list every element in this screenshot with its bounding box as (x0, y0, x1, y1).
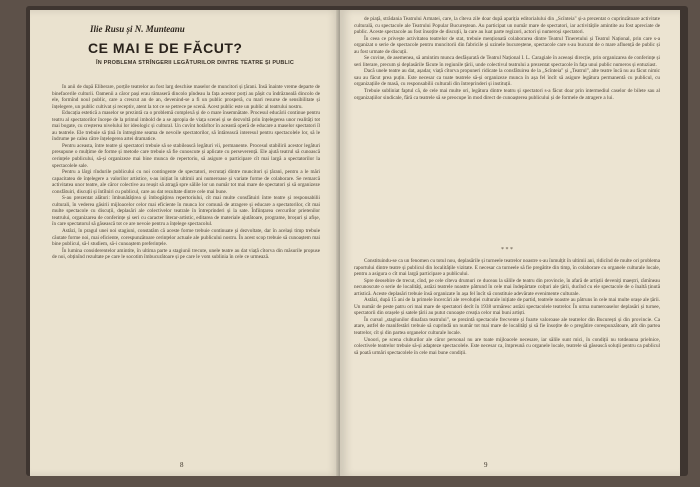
paragraph: Trebuie subliniat faptul că, de cele mai multe ori, legătura dintre teatru și spectatori s-a făcut doar prin intermediul caselor de bilete sau al organizațiilor sindicale, fără ca teatrele să se preocupe în mod direct de cunoașterea publicului și de formele de atragere a lui. (354, 88, 660, 101)
paragraph: În lumina considerentelor amintite, în ultima parte a stagiunii trecute, unele teatre au dat viață cîtorva din măsurile propuse de noi, obținînd rezultate pe care le socotim îmbucurătoare și pe care le vom sublinia în cele ce urmează. (52, 247, 320, 261)
paragraph: Astăzi, în pragul unei noi stagiuni, constatăm că aceste forme trebuie continuate și dezvoltate, dar în același timp trebuie căutate forme noi, mai eficiente, corespunzătoare cerințelor actuale ale publicului nostru. În acest scop trebuie să cunoaștem mai bine publicul, să-l studiem, să-i cunoaștem preferințele. (52, 228, 320, 248)
paragraph: Unoori, pe scena cluburilor ale căror personal nu are toate mijloacele necesare, iar sălile sunt mici, în condiții nu totdeauna prielnice, colectivele teatrelor trebuie să-și adapteze spectacolele. Este necesar ca, împreună cu organele locale, teatrele să găsească soluții pentru ca publicul să poată urmări spectacolele în cele mai bune condiții. (354, 336, 660, 356)
article-authors: Ilie Rusu și N. Munteanu (90, 24, 185, 34)
right-page (340, 10, 680, 476)
right-body-text-top (354, 16, 660, 234)
paragraph: Spre deosebire de trecut, cînd, pe cele cîteva drumuri ce duceau la sălile de teatru din provincie, în afară de artiștii deveniți maeștri, rămîneau necunoscute o serie de localități, astăzi teatrele noastre pătrund în cele mai îndepărtate colțuri ale țării, ducînd cu ele spectacole de o înaltă ținută artistică. Aceste deplasări trebuie însă organizate în așa fel încît să constituie adevărate evenimente culturale. (354, 277, 660, 297)
paragraph: Dacă unele teatre au dat, așadar, viață cîtorva propuneri ridicate la consfătuirea de la „Scînteia" și „Teatrul", alte teatre încă nu au făcut nimic sau au făcut prea puțin. Este necesar ca toate teatrele să-și organizeze munca în așa fel încît să asigure legătura permanentă cu publicul, cu organizațiile de masă, cu responsabilii culturali din întreprinderi și instituții. (354, 68, 660, 88)
article-subtitle: ÎN PROBLEMA STRÎNGERII LEGĂTURILOR DINTRE TEATRE ȘI PUBLIC (96, 60, 294, 66)
left-body-text (52, 84, 320, 454)
right-body-text-bottom (354, 258, 660, 454)
paragraph: În ceea ce privește activitatea teatrelor de stat, trebuie menționată colaborarea dintre Teatrul Tineretului și Teatrul Național, prin care s-a organizat o serie de spectacole pentru muncitorii din fabricile și uzinele bucureștene, spectacole care s-au bucurat de o mare afluență de public și au fost urmate de discuții. (354, 35, 660, 55)
paragraph: Constituindu-se ca un fenomen cu totul nou, deplasările și turneele teatrelor noastre s-au înmulțit în ultimii ani, ridicînd de multe ori problema raportului dintre teatre și publicul din localitățile vizitate. E necesar ca turneele să fie pregătite din timp, în colaborare cu organele culturale locale, pentru a asigura o cît mai largă participare a publicului. (354, 258, 660, 278)
paragraph: de piață, strădania Teatrului Armatei, care, la cîteva zile doar după apariția editorialului din „Scînteia" și-a prezentat o cuprinzătoare activitate culturală, cu spectacole ale Teatrului Popular Bucureștean. Au participat un număr mare de spectatori, iar activitățile amintite au fost apreciate de public. Aceste spectacole au fost însoțite de discuții, la care au luat parte regizori, actori și numeroși spectatori. (354, 16, 660, 36)
paragraph: Educația estetică a maselor se prezintă ca o problemă complexă și de o mare însemnătate. Procesul educării continue pentru teatru al spectatorilor începe de la primul imbold de a se apropia de viața scenei și se dezvoltă prin înțelegerea unor realități tot mai bogate, cu creșterea nivelului lor ideologic și cultural. Un cuvînt hotărîtor în această operă de educare a maselor spectatori îl au teatrele. Ele trebuie să țină în întregime seama de nevoile spectatorilor, să întărească interesul pentru spectacolele lor, să le îndrume pe calea către înțelegerea artei dramatice. (52, 110, 320, 143)
paragraph: Pentru a lărgi rîndurile publicului cu noi contingente de spectatori, recrutați dintre muncitori și țărani, pentru a le mări capacitatea de înțelegere a valorilor artistice, s-au inițiat în ultimii ani numeroase și variate forme de colaborare. Se remarcă activitatea unor teatre, ale căror colective au reușit să atragă spre sălile lor un număr tot mai mare de spectatori și să organizeze consfătuiri, discuții și întîlniri cu publicul, care au dat rezultate dintre cele mai bune. (52, 169, 320, 195)
paragraph: Se cuvine, de asemenea, să amintim munca desfășurată de Teatrul Național I. L. Caragiale în aceeași direcție, prin organizarea de conferințe și seri literare, precum și deplasările făcute în regiunile țării, unde colectivul teatrului a prezentat spectacole în fața unui public numeros și entuziast. (354, 55, 660, 68)
article-title: CE MAI E DE FĂCUT? (88, 40, 243, 56)
paragraph: S-au prezentat alături: îmbunătățirea și îmbogățirea repertoriului, cît mai multe consfătuiri între teatre și responsabilii culturali, în vederea găsirii mijloacelor celor mai eficiente în munca lor comună de atragere și educare a spectatorilor, cît mai multe spectacole cu discuții, deplasări ale colectivelor teatrale în întreprinderi și la sate. Înființarea cercurilor prietenilor teatrului, organizarea de conferințe și seri cu caracter literar-artistic, editarea de materiale ajutătoare, programe, broșuri și afișe, în care spectatorul să găsească tot ce are nevoie pentru a înțelege spectacolul. (52, 195, 320, 228)
paragraph: Pentru aceasta, între teatre și spectatori trebuie să se stabilească legături vii, permanente. Procesul stabilirii acestor legături presupune o mulțime de forme și metode care trebuie să fie cunoscute și aplicate cu perseverență. Ele ajută teatrul să cunoască cerințele publicului, să-și organizeze mai bine munca de repertoriu, să asigure o participare cît mai largă a spectatorilor la spectacolele sale. (52, 142, 320, 169)
page-number: 9 (484, 461, 488, 469)
left-page (30, 10, 340, 476)
page-number: 8 (180, 461, 184, 469)
paragraph: Astăzi, după 15 ani de la primele încercări ale revoluției culturale inițiate de partid, teatrele noastre au pătruns în cele mai multe orașe ale țării. Un număr de peste patru ori mai mare de spectatori decît în 1938 urmăresc astăzi spectacolele teatrelor. În urma numeroaselor deplasări și turnee, spectatorii din orașele și satele țării au putut cunoaște creația celor mai buni artiști. (354, 297, 660, 317)
paragraph: În anii de după Eliberare, porțile teatrelor au fost larg deschise maselor de muncitori și țărani. Însă înainte vreme departe de binefacerile culturii. Oamenii a căror pași erau rămaseră dincolo pîndeau la fața acestor porți au pășit cu îndrăzneală dincolo de ele, formînd noul public, care a crescut an de an, devenind-se a fi un public prosperă, cu mari resurse de sensibilitate și înțelegere, un public cultivat și receptiv, atent la tot ce se petrece pe scenă. Acest public este un public al teatrului nostru. (52, 84, 320, 110)
paragraph: În cursul „stagiunilor dinafara teatrului", se prezintă spectacole frecvente și foarte valoroase ale teatrelor din București și din provincie. Ca atare, astfel de manifestări trebuie să cuprindă un număr tot mai mare de localități și să fie însoțite de o pregătire corespunzătoare, atît din partea teatrelor, cît și din partea organelor culturale locale. (354, 316, 660, 337)
section-separator: * * * (501, 247, 513, 253)
